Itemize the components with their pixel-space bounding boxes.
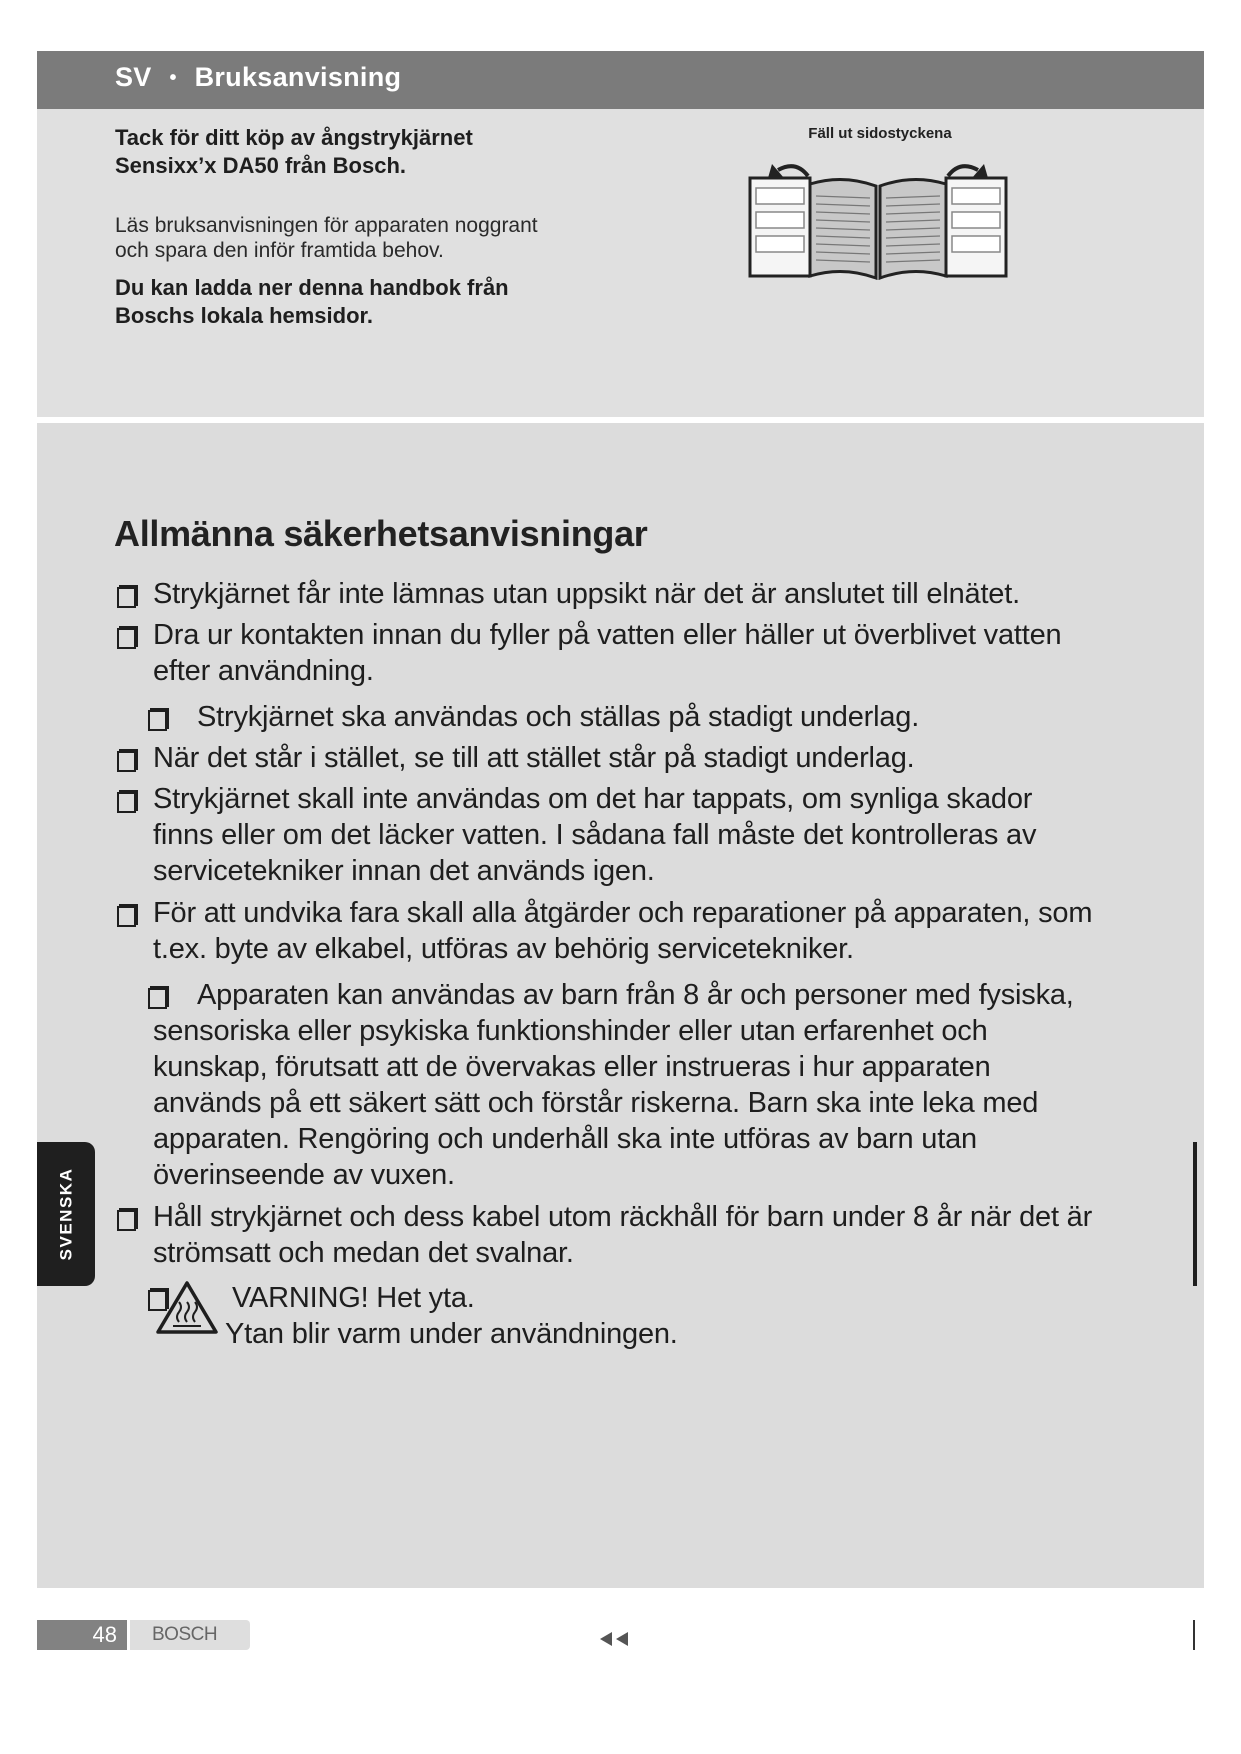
- right-edge-marker: [1193, 1142, 1197, 1286]
- download-text: Du kan ladda ner denna handbok från Boschs lokala hemsidor.: [115, 275, 509, 328]
- read-instructions-text: Läs bruksanvisningen för apparaten noggrant och spara den inför framtida behov.: [115, 214, 538, 262]
- header-title: Bruksanvisning: [194, 62, 402, 92]
- checkbox-bullet-icon: [117, 628, 136, 649]
- thanks-text: Tack för ditt köp av ångstrykjärnet Sensixx’x DA50 från Bosch.: [115, 125, 473, 178]
- page-header: [115, 62, 401, 93]
- checkbox-bullet-icon: [148, 710, 167, 731]
- hot-surface-warning-icon: [155, 1280, 219, 1345]
- language-code: SV: [115, 62, 152, 92]
- warning-title: VARNING! Het yta.: [232, 1282, 475, 1314]
- safety-title: Allmänna säkerhetsanvisningar: [114, 513, 648, 554]
- language-tab-label: SVENSKA: [56, 1167, 75, 1261]
- double-left-arrow-icon[interactable]: [598, 1630, 632, 1653]
- header-separator: •: [169, 67, 177, 89]
- checkbox-bullet-icon: [117, 792, 136, 813]
- fold-out-caption: Fäll ut sidostyckena: [808, 125, 952, 142]
- checkbox-bullet-icon: [117, 906, 136, 927]
- checkbox-bullet-icon: [117, 1210, 136, 1231]
- fold-out-book-icon: [748, 150, 1008, 285]
- warning-text: Ytan blir varm under användningen.: [225, 1318, 678, 1350]
- checkbox-bullet-icon: [117, 587, 136, 608]
- page-number: 48: [92, 1622, 117, 1647]
- checkbox-bullet-icon: [117, 751, 136, 772]
- footer-edge-marker: [1193, 1620, 1195, 1650]
- brand-label: BOSCH: [152, 1624, 218, 1645]
